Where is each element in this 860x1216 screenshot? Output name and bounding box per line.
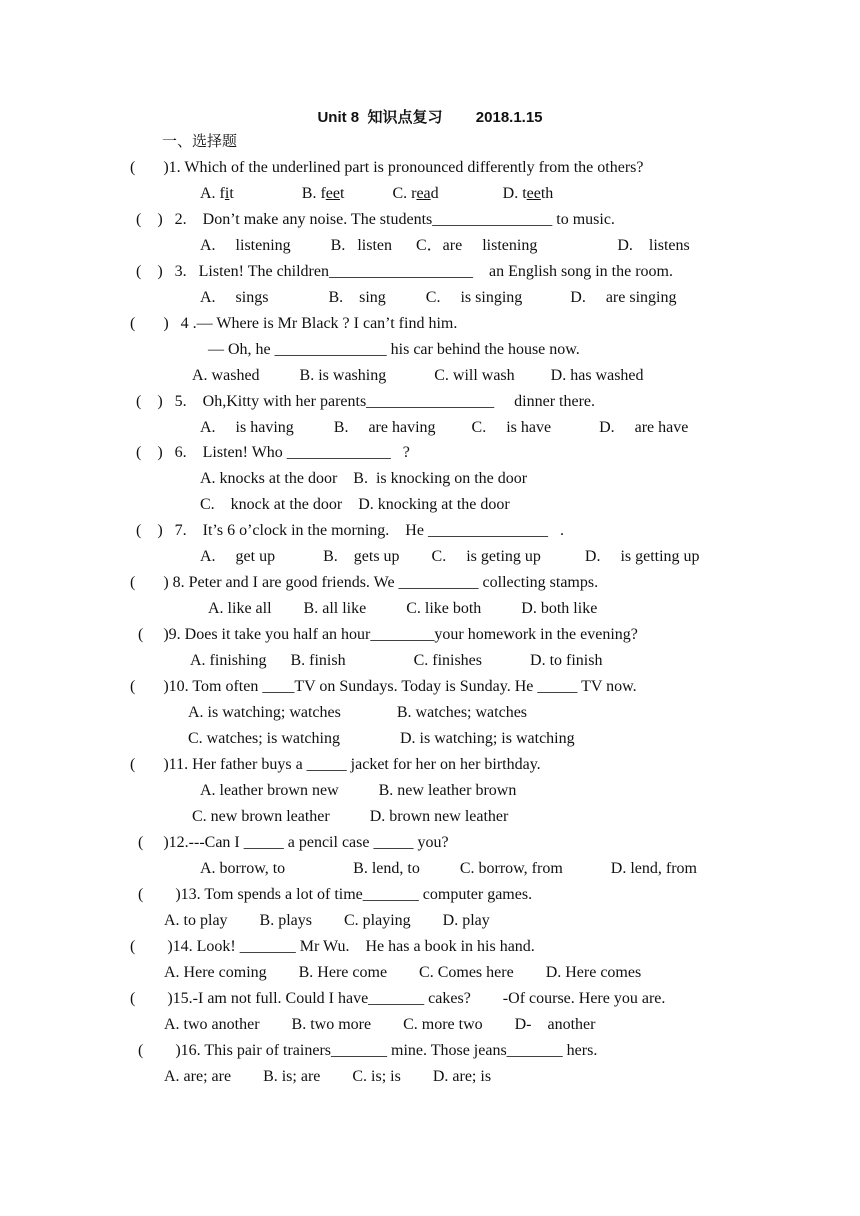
worksheet-line: A. washed B. is washing C. will wash D. has washed [192,367,644,384]
worksheet-line: C. watches; is watching D. is watching; is watching [188,730,575,747]
worksheet-line: ( )12.---Can I _____ a pencil case _____ you? [138,834,449,851]
worksheet-line: ( ) 5. Oh,Kitty with her parents________________ dinner there. [136,393,596,410]
worksheet-line: A. to play B. plays C. playing D. play [164,912,490,929]
page-title: Unit 8 知识点复习 2018.1.15 [317,109,543,126]
worksheet-line: ( )14. Look! _______ Mr Wu. He has a book in his hand. [130,938,535,955]
worksheet-line: ( ) 4 .— Where is Mr Black ? I can’t find him. [130,315,458,332]
worksheet-line: ( )16. This pair of trainers_______ mine. Those jeans_______ hers. [138,1042,598,1059]
worksheet-line: ( )10. Tom often ____TV on Sundays. Today is Sunday. He _____ TV now. [130,678,637,695]
worksheet-line: A. is watching; watches B. watches; watches [188,704,528,721]
worksheet-line: ( ) 7. It’s 6 o’clock in the morning. He _______________ . [136,522,564,539]
worksheet-line: ( )11. Her father buys a _____ jacket for her on her birthday. [130,756,541,773]
worksheet-line: A. fit B. feet C. read D. teeth [200,185,554,202]
worksheet-line: ( )1. Which of the underlined part is pronounced differently from the others? [130,159,644,176]
worksheet-line: ( ) 2. Don’t make any noise. The students_______________ to music. [136,211,615,228]
worksheet-line: A. leather brown new B. new leather brown [200,782,517,799]
worksheet-line: A. are; are B. is; are C. is; is D. are; is [164,1068,492,1085]
worksheet-line: A. Here coming B. Here come C. Comes here D. Here comes [164,964,642,981]
worksheet-line: A. get up B. gets up C. is geting up D. is getting up [200,548,700,565]
worksheet-line: A. finishing B. finish C. finishes D. to finish [190,652,603,669]
worksheet-line: C. new brown leather D. brown new leather [192,808,509,825]
worksheet-line: A. sings B. sing C. is singing D. are singing [200,289,677,306]
worksheet-line: A. knocks at the door B. is knocking on the door [200,470,528,487]
worksheet-line: C. knock at the door D. knocking at the door [200,496,510,513]
worksheet-line: — Oh, he ______________ his car behind the house now. [208,341,580,358]
worksheet-line: A. listening B. listen C．are listening D. listens [200,237,690,254]
worksheet-line: ( ) 3. Listen! The children__________________ an English song in the room. [136,263,673,280]
worksheet-line: ( ) 6. Listen! Who _____________ ? [136,444,410,461]
worksheet-line: ( )13. Tom spends a lot of time_______ computer games. [138,886,533,903]
worksheet-line: A. like all B. all like C. like both D. both like [208,600,598,617]
worksheet-line: ( ) 8. Peter and I are good friends. We __________ collecting stamps. [130,574,599,591]
worksheet-line: A. is having B. are having C. is have D. are have [200,419,689,436]
section-heading: 一、选择题 [162,132,238,150]
worksheet-line: ( )9. Does it take you half an hour________your homework in the evening? [138,626,638,643]
worksheet-line: A. borrow, to B. lend, to C. borrow, from D. lend, from [200,860,697,877]
worksheet-line: ( )15.-I am not full. Could I have_______ cakes? -Of course. Here you are. [130,990,666,1007]
worksheet-line: A. two another B. two more C. more two D- another [164,1016,596,1033]
